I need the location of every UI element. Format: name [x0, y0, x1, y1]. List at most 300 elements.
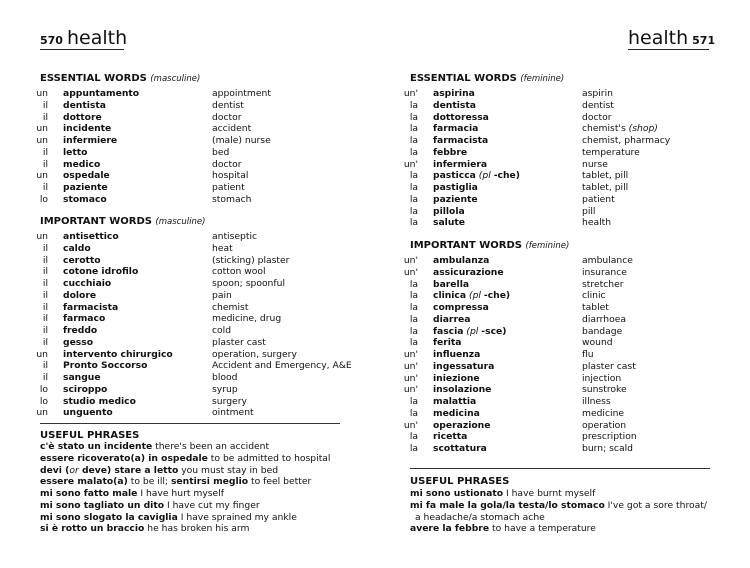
word-entry	[40, 266, 360, 278]
phrases-title: USEFUL PHRASES	[40, 430, 140, 441]
article: lo	[39, 193, 48, 205]
translation-text: accident	[212, 123, 252, 135]
translation-text: medicine	[582, 407, 625, 419]
word-entry	[403, 266, 730, 279]
article: un'	[403, 360, 418, 372]
word-text: Pronto Soccorso	[63, 360, 148, 372]
italian-word	[433, 206, 465, 218]
article: il	[42, 325, 48, 336]
italian-word	[433, 396, 476, 408]
word-text: farmaco	[63, 313, 106, 325]
word-text: paziente	[63, 182, 108, 193]
word-text: scottatura	[433, 443, 487, 454]
translation-text: chemist's	[582, 123, 626, 135]
translation-text: bandage	[582, 325, 623, 337]
english-translation	[212, 182, 245, 194]
italian-word	[63, 313, 105, 325]
word-entry	[36, 88, 360, 100]
translation-text: health	[582, 217, 612, 229]
translation-note: (shop)	[625, 123, 658, 135]
italian-word	[433, 170, 520, 182]
english-translation	[582, 443, 633, 455]
phrase-english: to be ill;	[127, 476, 171, 488]
phrase-english: I have cut my finger	[164, 499, 260, 511]
translation-text: injection	[582, 372, 622, 384]
article: la	[409, 205, 418, 217]
italian-word	[63, 255, 101, 267]
english-translation	[212, 290, 232, 302]
article: lo	[39, 395, 48, 407]
italian-word	[63, 182, 108, 194]
word-text: caldo	[63, 242, 91, 254]
english-translation	[212, 325, 231, 337]
word-entry	[36, 407, 360, 419]
word-entry	[40, 302, 360, 314]
english-translation	[582, 135, 670, 147]
word-entry	[40, 337, 360, 349]
italian-word	[63, 243, 91, 255]
word-text: compressa	[433, 302, 489, 313]
word-text: sciroppo	[63, 383, 108, 395]
english-translation	[212, 396, 247, 408]
article: il	[42, 301, 48, 313]
word-entry	[410, 408, 730, 420]
word-entry	[410, 135, 730, 147]
word-entry	[40, 255, 360, 267]
plural-ending: -che)	[493, 170, 520, 182]
word-entry	[410, 182, 730, 194]
italian-word	[63, 278, 111, 290]
italian-word	[433, 361, 494, 373]
translation-text: temperature	[582, 146, 640, 158]
word-text: aspirina	[433, 88, 475, 99]
english-translation	[212, 100, 244, 112]
section-title: IMPORTANT WORDS (masculine)	[40, 216, 206, 227]
word-text: malattia	[433, 396, 477, 407]
phrase	[40, 488, 360, 500]
word-text: dottore	[63, 111, 102, 123]
page-number: 570	[40, 34, 63, 47]
word-entry	[40, 290, 360, 302]
italian-word	[433, 326, 506, 338]
page-number: 571	[692, 34, 716, 47]
italian-word	[433, 431, 467, 443]
word-text: paziente	[433, 193, 478, 205]
english-translation	[582, 100, 614, 112]
article: il	[42, 242, 48, 254]
phrase	[410, 488, 730, 500]
italian-word	[63, 384, 107, 396]
translation-text: diarrhoea	[582, 313, 626, 325]
translation-text: spoon; spoonful	[212, 278, 285, 289]
article: la	[409, 146, 418, 158]
phrase-italian: mi sono ustionato	[410, 488, 504, 499]
english-translation	[582, 326, 622, 338]
translation-text: cotton wool	[212, 266, 266, 278]
english-translation	[582, 206, 596, 218]
word-text: medicina	[433, 407, 480, 419]
section-title: IMPORTANT WORDS (feminine)	[410, 240, 570, 251]
phrase	[410, 512, 730, 524]
word-text: clinica	[433, 290, 467, 302]
translation-text: aspirin	[582, 88, 613, 99]
article: il	[42, 289, 48, 301]
translation-text: plaster cast	[582, 360, 636, 372]
italian-word	[433, 182, 478, 194]
article: la	[409, 182, 418, 193]
phrase-english: I've got a sore throat/	[604, 499, 707, 511]
word-text: ospedale	[63, 170, 110, 182]
article: la	[409, 278, 418, 290]
article: la	[409, 396, 418, 407]
translation-text: dentist	[212, 99, 244, 111]
phrase	[40, 512, 360, 524]
word-text: infermiere	[63, 135, 118, 146]
word-text: ferita	[433, 337, 462, 349]
article: un'	[403, 255, 418, 266]
phrase	[410, 500, 730, 512]
word-text: freddo	[63, 325, 98, 336]
english-translation	[582, 194, 615, 206]
phrase-english: a headache/a stomach ache	[415, 511, 545, 523]
word-entry	[36, 135, 360, 147]
translation-text: wound	[582, 337, 613, 349]
english-translation	[212, 407, 254, 419]
word-entry	[410, 100, 730, 112]
article: un	[36, 231, 48, 242]
translation-text: stretcher	[582, 278, 624, 290]
word-text: fascia	[433, 325, 464, 337]
english-translation	[582, 290, 606, 302]
plural-note: (pl	[466, 290, 484, 302]
english-translation	[582, 159, 608, 171]
word-entry	[403, 372, 730, 385]
italian-word	[433, 279, 469, 291]
word-entry	[40, 372, 360, 384]
article: la	[409, 135, 418, 146]
section-title: ESSENTIAL WORDS (feminine)	[410, 73, 565, 84]
word-text: sangue	[63, 372, 101, 383]
translation-text: Accident and Emergency, A&E	[212, 360, 352, 372]
italian-word	[63, 396, 136, 408]
translation-text: tablet	[582, 302, 609, 313]
italian-word	[433, 384, 491, 396]
plural-ending: -sce)	[481, 325, 507, 337]
article: la	[409, 407, 418, 419]
word-text: intervento chirurgico	[63, 348, 173, 360]
english-translation	[212, 147, 229, 159]
word-entry	[410, 290, 730, 302]
word-entry	[36, 170, 360, 182]
translation-text: blood	[212, 372, 238, 383]
italian-word	[433, 290, 510, 302]
english-translation	[582, 267, 627, 279]
english-translation	[582, 431, 637, 443]
translation-text: syrup	[212, 383, 238, 395]
phrase-italian: mi sono fatto male	[40, 488, 138, 499]
italian-word	[63, 266, 138, 278]
word-entry	[410, 170, 730, 182]
english-translation	[212, 372, 237, 384]
phrase-italian: essere ricoverato(a) in ospedale	[40, 452, 208, 464]
italian-word	[63, 337, 93, 349]
word-entry	[403, 384, 730, 396]
english-translation	[582, 182, 628, 194]
italian-word	[63, 231, 119, 243]
phrase-english: to be admitted to hospital	[207, 452, 331, 464]
translation-text: (male) nurse	[212, 135, 271, 146]
english-translation	[212, 112, 242, 124]
article: il	[42, 360, 48, 372]
word-entry	[40, 182, 360, 194]
phrase-english: I have sprained my ankle	[177, 511, 297, 523]
translation-text: medicine, drug	[212, 313, 282, 325]
phrase	[410, 523, 730, 535]
word-entry	[40, 278, 360, 290]
italian-word	[63, 170, 110, 182]
translation-text: bed	[212, 146, 230, 158]
word-text: barella	[433, 278, 470, 290]
english-translation	[212, 159, 242, 171]
english-translation	[582, 384, 627, 396]
italian-word	[63, 159, 100, 171]
translation-text: antiseptic	[212, 231, 258, 242]
phrase-english: there's been an accident	[152, 441, 270, 452]
word-entry	[36, 348, 360, 361]
english-translation	[212, 243, 233, 255]
word-text: stomaco	[63, 193, 107, 205]
word-text: influenza	[433, 349, 481, 360]
article: il	[42, 158, 48, 170]
translation-text: prescription	[582, 431, 637, 443]
word-entry	[403, 360, 730, 373]
english-translation	[212, 231, 257, 243]
english-translation	[582, 147, 640, 159]
italian-word	[433, 373, 480, 385]
word-entry	[403, 349, 730, 361]
english-translation	[212, 123, 251, 135]
translation-text: heat	[212, 242, 233, 254]
article: un	[36, 407, 48, 419]
english-translation	[582, 123, 658, 135]
article: il	[42, 372, 48, 383]
word-text: operazione	[433, 419, 491, 431]
word-text: farmacista	[433, 135, 489, 146]
english-translation	[212, 313, 281, 325]
translation-text: ointment	[212, 407, 254, 419]
italian-word	[63, 88, 139, 100]
phrase	[40, 523, 360, 535]
word-text: diarrea	[433, 313, 471, 325]
english-translation	[212, 302, 248, 314]
italian-word	[433, 112, 489, 124]
phrase-italian: c'è stato un incidente	[40, 441, 153, 452]
phrase-english: to have a temperature	[489, 523, 596, 535]
word-text: ricetta	[433, 431, 468, 443]
article: la	[409, 325, 418, 337]
word-text: ingessatura	[433, 360, 495, 372]
phrase	[40, 500, 360, 512]
italian-word	[63, 112, 102, 124]
article: la	[409, 431, 418, 443]
article: lo	[39, 383, 48, 395]
phrase	[40, 453, 360, 465]
article: la	[409, 443, 418, 454]
word-text: studio medico	[63, 395, 136, 407]
english-translation	[582, 170, 628, 182]
word-entry	[40, 396, 360, 408]
word-entry	[410, 123, 730, 135]
word-text: pasticca	[433, 170, 476, 182]
italian-word	[433, 314, 470, 326]
word-entry	[410, 337, 730, 349]
word-text: ambulanza	[433, 255, 490, 266]
word-entry	[40, 313, 360, 325]
italian-word	[433, 135, 488, 147]
translation-text: cold	[212, 325, 232, 336]
translation-text: appointment	[212, 88, 271, 99]
word-text: medico	[63, 158, 101, 170]
translation-text: nurse	[582, 158, 608, 170]
article: la	[409, 99, 418, 111]
italian-word	[433, 267, 504, 279]
english-translation	[212, 88, 271, 100]
article: la	[409, 111, 418, 123]
phrase-italian: mi sono tagliato un dito	[40, 499, 165, 511]
word-entry	[40, 159, 360, 171]
word-text: gesso	[63, 336, 94, 348]
word-entry	[403, 88, 730, 100]
italian-word	[433, 255, 489, 267]
word-text: unguento	[63, 407, 113, 419]
divider	[40, 423, 340, 424]
page-header	[628, 27, 716, 50]
italian-word	[63, 360, 147, 372]
article: il	[42, 313, 48, 325]
translation-text: sunstroke	[582, 384, 627, 396]
word-entry	[410, 279, 730, 291]
word-text: pastiglia	[433, 182, 478, 193]
english-translation	[582, 408, 624, 420]
italian-word	[63, 147, 87, 159]
italian-word	[63, 290, 96, 302]
word-text: antisettico	[63, 231, 119, 242]
word-entry	[410, 217, 730, 229]
article: un	[36, 123, 48, 135]
phrase-italian: avere la febbre	[410, 523, 490, 535]
translation-text: operation, surgery	[212, 348, 297, 360]
page-title: health	[628, 27, 689, 49]
translation-text: clinic	[582, 290, 606, 302]
plural-note: (pl	[475, 170, 494, 182]
phrase-english: I have hurt myself	[137, 488, 224, 499]
translation-text: doctor	[212, 111, 242, 123]
article: un'	[403, 266, 418, 278]
phrase-italian: mi sono slogato la caviglia	[40, 511, 178, 523]
word-text: febbre	[433, 146, 468, 158]
italian-word	[63, 135, 117, 147]
article: il	[42, 336, 48, 348]
translation-text: doctor	[212, 158, 242, 170]
translation-text: illness	[582, 396, 611, 407]
word-text: dottoressa	[433, 111, 489, 123]
word-text: salute	[433, 217, 465, 229]
word-entry	[403, 158, 730, 171]
word-entry	[410, 112, 730, 124]
word-text: pillola	[433, 205, 465, 217]
article: un	[36, 348, 48, 360]
phrase-italian: essere malato(a)	[40, 476, 128, 488]
article: la	[409, 170, 418, 182]
italian-word	[433, 159, 487, 171]
english-translation	[582, 302, 609, 314]
phrase-italian: mi fa male la gola/la testa/lo stomaco	[410, 499, 605, 511]
word-entry	[410, 314, 730, 326]
italian-word	[433, 337, 462, 349]
italian-word	[63, 372, 101, 384]
article: il	[42, 254, 48, 266]
phrase-italian: si è rotto un braccio	[40, 523, 145, 535]
translation-text: dentist	[582, 99, 614, 111]
word-list	[403, 255, 730, 455]
phrase	[40, 476, 360, 488]
word-entry	[40, 384, 360, 396]
italian-word	[433, 100, 476, 112]
article: un	[36, 135, 48, 146]
english-translation	[212, 349, 297, 361]
word-entry	[410, 326, 730, 338]
phrase-english: I have burnt myself	[503, 488, 596, 499]
english-translation	[582, 349, 594, 361]
italian-word	[63, 100, 106, 112]
italian-word	[433, 194, 478, 206]
phrase-english: he has broken his arm	[144, 523, 250, 535]
phrase	[40, 441, 360, 453]
italian-word	[433, 443, 487, 455]
word-entry	[410, 302, 730, 314]
article: un'	[403, 158, 418, 170]
word-text: appuntamento	[63, 88, 140, 99]
article: un	[36, 88, 48, 99]
word-entry	[40, 112, 360, 124]
article: un'	[403, 88, 418, 99]
english-translation	[212, 255, 289, 267]
word-entry	[403, 419, 730, 432]
article: il	[42, 182, 48, 193]
divider	[410, 468, 710, 469]
right-page	[375, 0, 750, 568]
word-list	[36, 88, 360, 206]
article: la	[409, 290, 418, 302]
word-entry	[410, 443, 730, 455]
translation-text: ambulance	[582, 255, 633, 266]
phrase-english: to feel better	[248, 476, 312, 488]
article: un'	[403, 419, 418, 431]
word-entry	[40, 100, 360, 112]
word-entry	[403, 255, 730, 267]
italian-word	[63, 194, 107, 206]
word-entry	[40, 243, 360, 255]
phrase-english: you must stay in bed	[178, 464, 279, 476]
translation-text: patient	[582, 193, 615, 205]
english-translation	[582, 314, 626, 326]
english-translation	[212, 337, 266, 349]
italian-word	[63, 407, 113, 419]
article: la	[409, 123, 418, 135]
article: il	[42, 146, 48, 158]
section-title: ESSENTIAL WORDS (masculine)	[40, 73, 201, 84]
phrase-list	[40, 441, 360, 535]
